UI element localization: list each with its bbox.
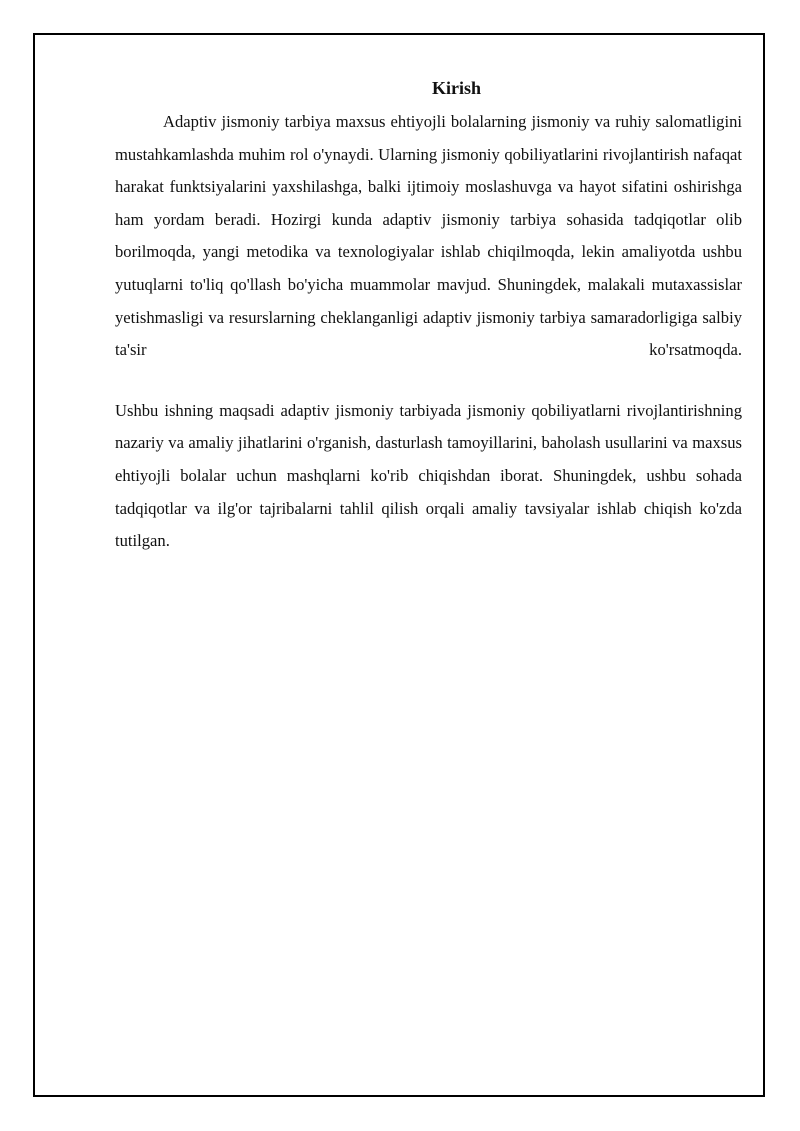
- paragraph-spacer: [115, 367, 742, 395]
- document-body: [115, 74, 742, 558]
- document-title: Kirish: [431, 78, 481, 98]
- aim-paragraph: Ushbu ishning maqsadi adaptiv jismoniy tarbiyada jismoniy qobiliyatlarni rivojlantirishning nazariy va amaliy jihatlarini o'rganish, dasturlash tamoyillarini, baholash usullarini va maxsus ehtiyojli bolalar uchun mashqlarni ko'rib chiqishdan iborat. Shuningdek, ushbu sohada tadqiqotlar va ilg'or tajribalarni tahlil qilish orqali amaliy tavsiyalar ishlab chiqish ko'zda tutilgan.: [115, 400, 742, 551]
- intro-paragraph: Adaptiv jismoniy tarbiya maxsus ehtiyojli bolalarning jismoniy va ruhiy salomatligini mustahkamlashda muhim rol o'ynaydi. Ularning jismoniy qobiliyatlarini rivojlantirish nafaqat harakat funktsiyalarini yaxshilashga, balki ijtimoiy moslashuvga va hayot sifatini oshirishga ham yordam beradi. Hozirgi kunda adaptiv jismoniy tarbiya sohasida tadqiqotlar olib borilmoqda, yangi metodika va texnologiyalar ishlab chiqilmoqda, lekin amaliyotda ushbu yutuqlarni to'liq qo'llash bo'yicha muammolar mavjud. Shuningdek, malakali mutaxassislar yetishmasligi va resurslarning cheklanganligi adaptiv jismoniy tarbiya samaradorligiga salbiy ta'sir ko'rsatmoqda.: [115, 112, 742, 360]
